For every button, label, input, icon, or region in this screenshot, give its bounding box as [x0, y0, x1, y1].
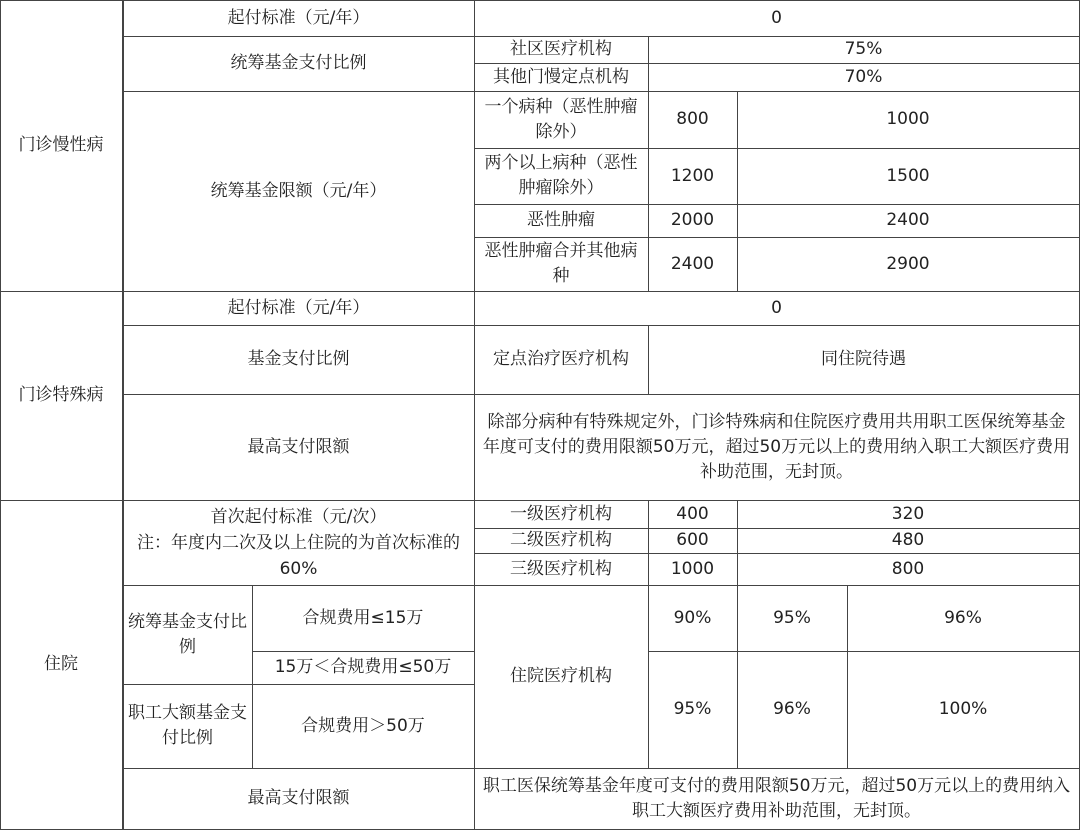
max-label: 最高支付限额 — [123, 394, 475, 501]
org-cell: 其他门慢定点机构 — [474, 63, 649, 92]
disease-type: 恶性肿瘤 — [474, 204, 649, 238]
ratio-value: 95% — [648, 651, 738, 769]
section-outpatient-special: 门诊特殊病 — [0, 291, 123, 501]
ratio-label: 基金支付比例 — [123, 325, 475, 395]
ratio-value: 96% — [847, 585, 1080, 652]
limit-b: 2900 — [737, 237, 1080, 292]
ratio-value: 75% — [648, 36, 1080, 64]
deductible-a: 1000 — [648, 553, 738, 586]
org-cell: 住院医疗机构 — [474, 585, 649, 769]
org-cell: 一级医疗机构 — [474, 500, 649, 529]
pool-ratio-label: 统筹基金支付比例 — [123, 585, 253, 685]
deductible-label: 起付标准（元/年） — [123, 0, 475, 37]
inpatient-deductible — [123, 500, 475, 586]
disease-type: 两个以上病种（恶性肿瘤除外） — [474, 148, 649, 205]
disease-type: 恶性肿瘤合并其他病种 — [474, 237, 649, 292]
range-cell: 15万＜合规费用≤50万 — [252, 651, 475, 685]
limit-a: 2000 — [648, 204, 738, 238]
ratio-value: 70% — [648, 63, 1080, 92]
deductible-b: 320 — [737, 500, 1080, 529]
deductible-b: 480 — [737, 528, 1080, 554]
deductible-b: 800 — [737, 553, 1080, 586]
deductible-value: 0 — [474, 0, 1080, 37]
max-label: 最高支付限额 — [123, 768, 475, 830]
max-value: 职工医保统筹基金年度可支付的费用限额50万元，超过50万元以上的费用纳入职工大额医疗费用补助范围，无封顶。 — [474, 768, 1080, 830]
limit-a: 1200 — [648, 148, 738, 205]
limit-label: 统筹基金限额（元/年） — [123, 91, 475, 292]
deductible-value: 0 — [474, 291, 1080, 326]
ratio-value: 同住院待遇 — [648, 325, 1080, 395]
ratio-label: 统筹基金支付比例 — [123, 36, 475, 92]
deductible-label: 起付标准（元/年） — [123, 291, 475, 326]
limit-b: 1500 — [737, 148, 1080, 205]
org-cell: 定点治疗医疗机构 — [474, 325, 649, 395]
section-inpatient: 住院 — [0, 500, 123, 830]
limit-a: 800 — [648, 91, 738, 149]
deductible-a: 600 — [648, 528, 738, 554]
org-cell: 三级医疗机构 — [474, 553, 649, 586]
deductible-note: 注：年度内二次及以上住院的为首次标准的60% — [137, 532, 460, 579]
large-ratio-label: 职工大额基金支付比例 — [123, 684, 253, 769]
org-cell: 二级医疗机构 — [474, 528, 649, 554]
limit-a: 2400 — [648, 237, 738, 292]
limit-b: 2400 — [737, 204, 1080, 238]
ratio-value: 90% — [648, 585, 738, 652]
ratio-value: 95% — [737, 585, 848, 652]
ratio-value: 100% — [847, 651, 1080, 769]
org-cell: 社区医疗机构 — [474, 36, 649, 64]
disease-type: 一个病种（恶性肿瘤除外） — [474, 91, 649, 149]
range-cell: 合规费用≤15万 — [252, 585, 475, 652]
max-value: 除部分病种有特殊规定外，门诊特殊病和住院医疗费用共用职工医保统筹基金年度可支付的费用限额50万元，超过50万元以上的费用纳入职工大额医疗费用补助范围，无封顶。 — [474, 394, 1080, 501]
range-cell: 合规费用＞50万 — [252, 684, 475, 769]
deductible-a: 400 — [648, 500, 738, 529]
ratio-value: 96% — [737, 651, 848, 769]
limit-b: 1000 — [737, 91, 1080, 149]
deductible-label: 首次起付标准（元/次） — [210, 506, 387, 527]
section-outpatient-chronic: 门诊慢性病 — [0, 0, 123, 292]
